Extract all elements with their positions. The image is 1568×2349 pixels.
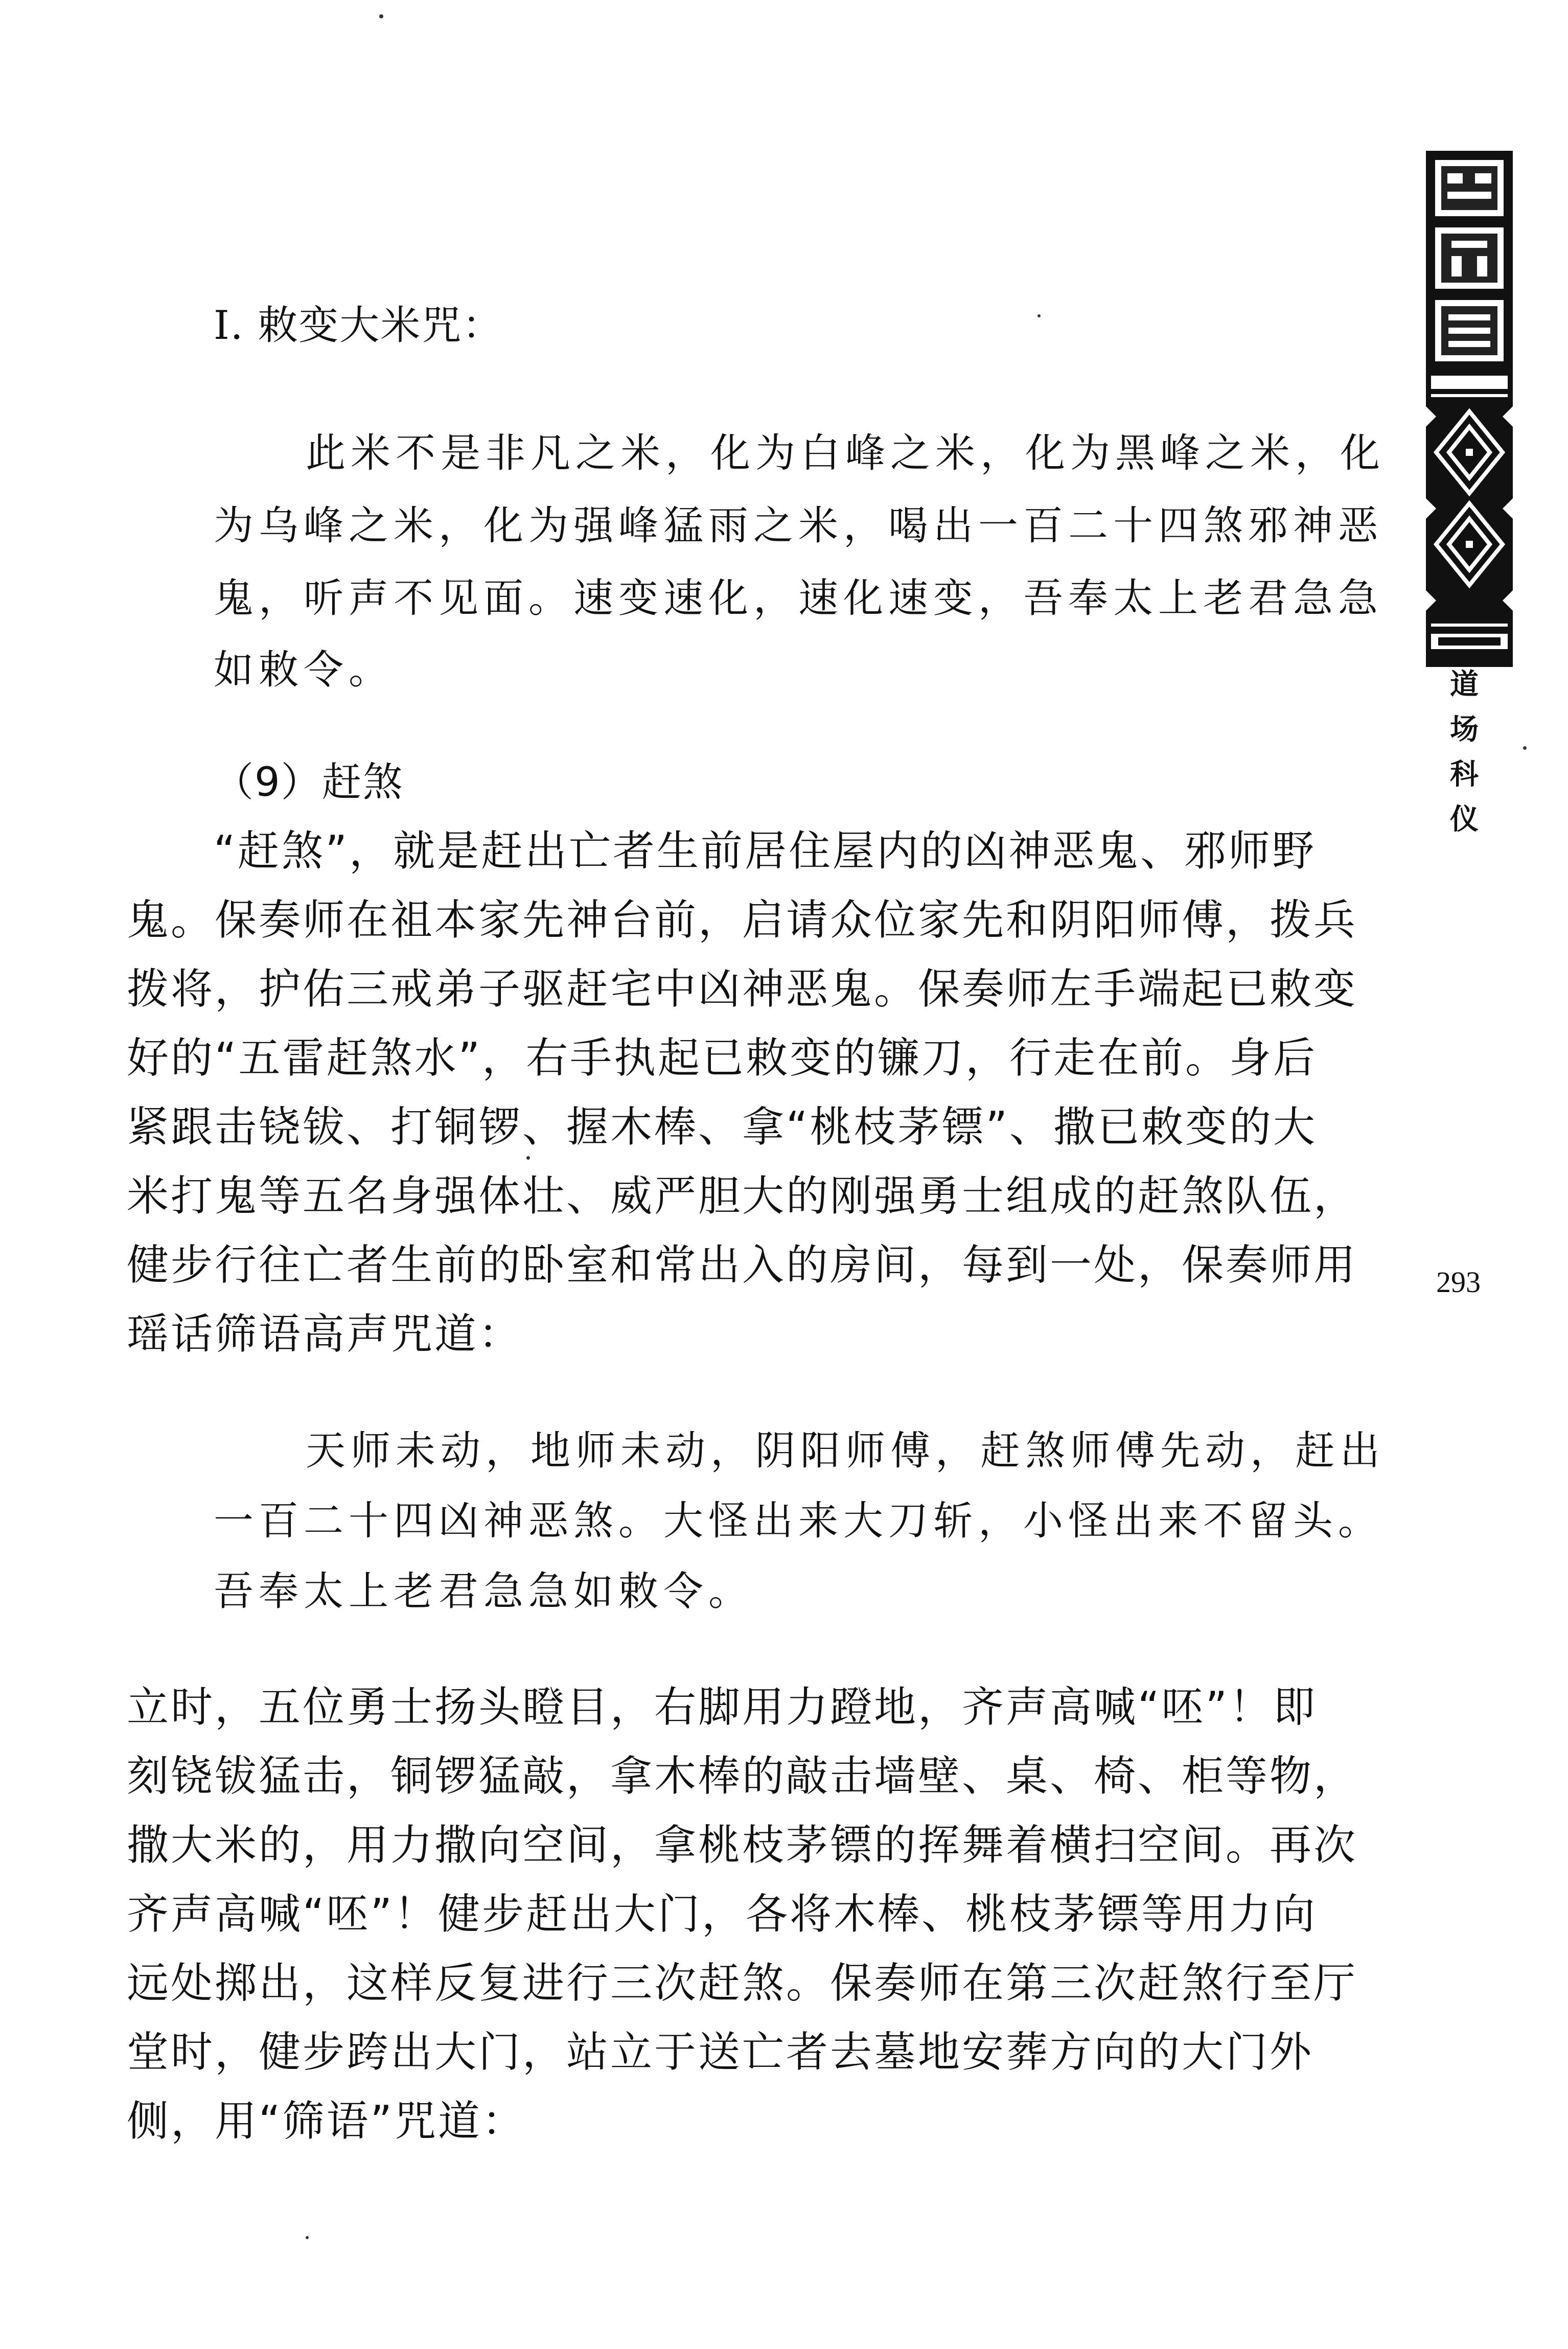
paragraph2-line: 齐声高喊“呸”！健步赶出大门，各将木棒、桃枝茅镖等用力向 [127,1890,1317,1939]
paragraph1-line: 米打鬼等五名身强体壮、威严胆大的刚强勇士组成的赶煞队伍， [127,1172,1358,1220]
running-title-char: 科 [1450,757,1479,791]
quote2-line: 一百二十四凶神恶煞。大怪出来大刀斩，小怪出来不留头。 [214,1498,1383,1544]
paragraph2-line: 远处掷出，这样反复进行三次赶煞。保奏师在第三次赶煞行至厅 [127,1959,1358,2008]
quote1-line: 此米不是非凡之米，化为白峰之米，化为黑峰之米，化 [306,430,1386,476]
scan-speck [379,14,383,18]
paragraph2-line: 刻铙钹猛击，铜锣猛敲，拿木棒的敲击墙壁、桌、椅、柜等物， [127,1752,1358,1801]
running-title-char: 仪 [1450,802,1479,836]
scan-speck [526,1156,530,1160]
running-title-vertical [1446,662,1482,842]
paragraph2-line: 堂时，健步跨出大门，站立于送亡者去墓地安葬方向的大门外 [127,2028,1314,2077]
paragraph1-line: 鬼。保奏师在祖本家先神台前，启请众位家先和阴阳师傅，拨兵 [127,896,1358,945]
decorative-pattern-icon [1426,151,1513,667]
quote1-line: 如敕令。 [214,647,394,693]
page-number: 293 [1436,1265,1481,1299]
quote1-line: 为乌峰之米，化为强峰猛雨之米，喝出一百二十四煞邪神恶 [214,503,1383,549]
subheading: （9）赶煞 [214,759,404,805]
paragraph2-line: 撒大米的，用力撒向空间，拿桃枝茅镖的挥舞着横扫空间。再次 [127,1821,1358,1870]
paragraph2-line: 侧，用“筛语”咒道： [127,2097,526,2146]
paragraph1-line: 好的“五雷赶煞水”，右手执起已敕变的镰刀，行走在前。身后 [127,1034,1317,1083]
paragraph1-line: 健步行往亡者生前的卧室和常出入的房间，每到一处，保奏师用 [127,1241,1358,1289]
scan-speck [306,2236,309,2239]
section-heading: I. 敕变大米咒： [214,303,503,349]
paragraph2-line: 立时，五位勇士扬头瞪目，右脚用力蹬地，齐声高喊“呸”！即 [127,1683,1317,1732]
running-title-char: 道 [1450,667,1479,701]
paragraph1-line: “赶煞”，就是赶出亡者生前居住屋内的凶神恶鬼、邪师野 [214,827,1316,876]
scan-speck [1037,314,1041,317]
paragraph1-line: 瑶话筛语高声咒道： [127,1310,523,1358]
paragraph1-line: 拨将，护佑三戒弟子驱赶宅中凶神恶鬼。保奏师左手端起已敕变 [127,965,1358,1014]
scan-speck [1523,746,1527,750]
quote2-line: 吾奉太上老君急急如敕令。 [214,1569,754,1615]
quote2-line: 天师未动，地师未动，阴阳师傅，赶煞师傅先动，赶出 [306,1428,1386,1474]
running-title-char: 场 [1450,712,1479,746]
quote1-line: 鬼，听声不见面。速变速化，速化速变，吾奉太上老君急急 [214,575,1383,621]
paragraph1-line: 紧跟击铙钹、打铜锣、握木棒、拿“桃枝茅镖”、撒已敕变的大 [127,1103,1317,1152]
